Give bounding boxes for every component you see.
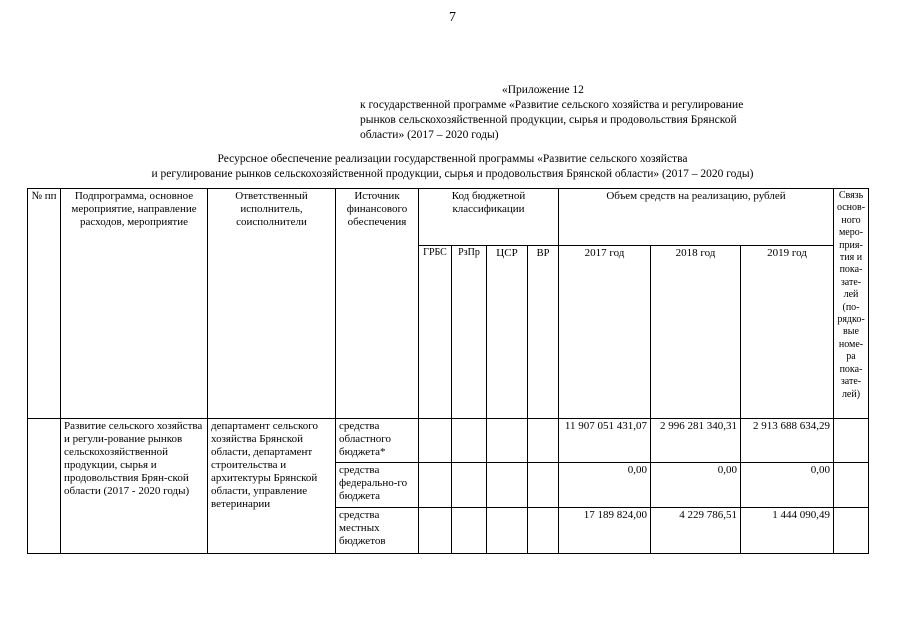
header-source: Источник финансового обеспечения — [336, 189, 419, 419]
header-rzpr: РзПр — [452, 246, 487, 419]
amount-2019: 0,00 — [741, 463, 834, 508]
header-grbs: ГРБС — [419, 246, 452, 419]
header-volume: Объем средств на реализацию, рублей — [559, 189, 834, 246]
csr-cell — [487, 463, 528, 508]
resource-table — [27, 188, 869, 554]
appendix-note — [360, 83, 810, 143]
csr-cell — [487, 419, 528, 463]
amount-2018: 2 996 281 340,31 — [651, 419, 741, 463]
link-cell — [834, 508, 869, 554]
amount-2018: 0,00 — [651, 463, 741, 508]
header-2019: 2019 год — [741, 246, 834, 419]
link-cell — [834, 419, 869, 463]
grbs-cell — [419, 508, 452, 554]
program-responsible: департамент сельского хозяйства Брянской области, департамент строительства и архитектуры Брянской области, управление ветеринарии — [208, 419, 336, 554]
appendix-line-3: области» (2017 – 2020 годы) — [360, 129, 499, 141]
source-regional: средства областного бюджета* — [336, 419, 419, 463]
header-row-1 — [28, 189, 869, 246]
program-name: Развитие сельского хозяйства и регули-рование рынков сельскохозяйственной продукции, сырья и продовольствия Брян-ской области (2017 - 2020 годы) — [61, 419, 208, 554]
header-responsible: Ответственный исполнитель, соисполнители — [208, 189, 336, 419]
csr-cell — [487, 508, 528, 554]
rzpr-cell — [452, 508, 487, 554]
source-local: средства местных бюджетов — [336, 508, 419, 554]
vr-cell — [528, 463, 559, 508]
header-num: № пп — [28, 189, 61, 419]
vr-cell — [528, 419, 559, 463]
header-csr: ЦСР — [487, 246, 528, 419]
rzpr-cell — [452, 419, 487, 463]
grbs-cell — [419, 463, 452, 508]
appendix-line-2: рынков сельскохозяйственной продукции, сырья и продовольствия Брянской — [360, 114, 737, 126]
header-subprogram: Подпрограмма, основное мероприятие, направление расходов, мероприятие — [61, 189, 208, 419]
page-number: 7 — [449, 10, 456, 25]
header-2018: 2018 год — [651, 246, 741, 419]
appendix-line-1: к государственной программе «Развитие сельского хозяйства и регулирование — [360, 99, 744, 111]
appendix-title: «Приложение 12 — [502, 84, 584, 96]
amount-2019: 2 913 688 634,29 — [741, 419, 834, 463]
heading-line-1: Ресурсное обеспечение реализации государственной программы «Развитие сельского хозяйства — [217, 153, 688, 165]
vr-cell — [528, 508, 559, 554]
amount-2017: 17 189 824,00 — [559, 508, 651, 554]
header-vr: ВР — [528, 246, 559, 419]
grbs-cell — [419, 419, 452, 463]
document-heading — [0, 152, 905, 182]
amount-2017: 0,00 — [559, 463, 651, 508]
amount-2018: 4 229 786,51 — [651, 508, 741, 554]
amount-2017: 11 907 051 431,07 — [559, 419, 651, 463]
source-federal: средства федерально-го бюджета — [336, 463, 419, 508]
link-cell — [834, 463, 869, 508]
header-budget-code: Код бюджетной классификации — [419, 189, 559, 246]
header-2017: 2017 год — [559, 246, 651, 419]
heading-line-2: и регулирование рынков сельскохозяйственной продукции, сырья и продовольствия Брянской области» (2017 – 2020 годы) — [151, 168, 754, 180]
program-num-cell — [28, 419, 61, 554]
amount-2019: 1 444 090,49 — [741, 508, 834, 554]
header-link: Связь основ-ного меро-прия-тия и пока-зате-лей (по-рядко-вые номе-ра пока-зате-лей) — [834, 189, 869, 419]
table-row — [28, 419, 869, 463]
rzpr-cell — [452, 463, 487, 508]
